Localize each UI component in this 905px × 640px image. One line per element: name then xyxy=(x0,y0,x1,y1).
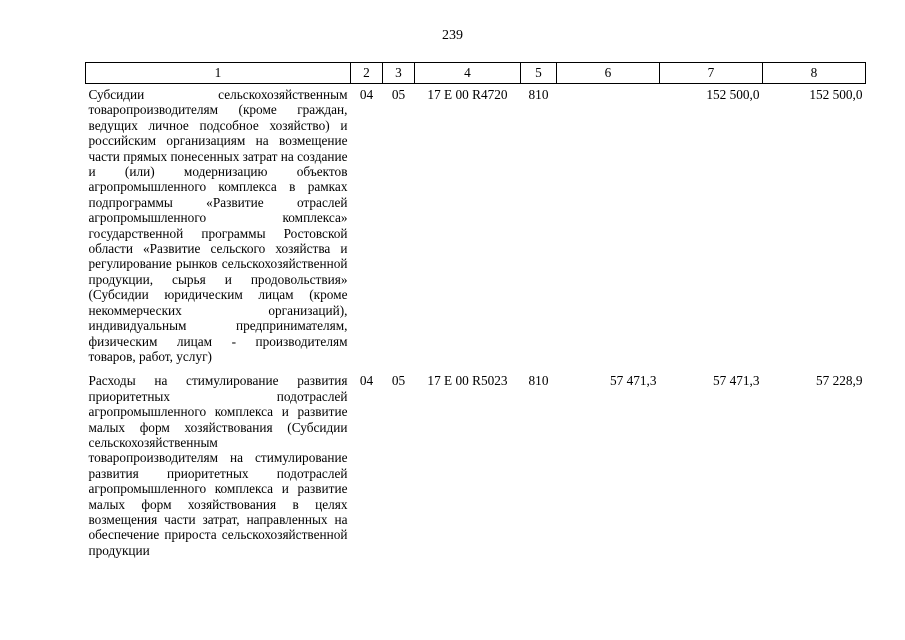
row-amount-col8: 152 500,0 xyxy=(809,87,863,102)
header-col-3: 3 xyxy=(383,63,415,84)
page-number: 239 xyxy=(442,28,463,43)
header-col-4: 4 xyxy=(415,63,521,84)
row-description: Расходы на стимулирование развития приоритетных подотраслей агропромышленного комплекса и развитие малых форм хозяйствования (Субсидии сельскохозяйственным товаропроизводителям на стимулирование развития приоритетных подотраслей агропромышленного комплекса и развитие малых форм хозяйствования в целях возмещения части затрат, направленных на обеспечение прироста сельскохозяйственной продукции xyxy=(88,373,348,558)
row-target-article: 17 Е 00 R5023 xyxy=(427,373,508,389)
row-amount-col7: 57 471,3 xyxy=(712,373,760,389)
header-col-5: 5 xyxy=(521,63,557,84)
row-description: Субсидии сельскохозяйственным товаропроизводителям (кроме граждан, ведущих личное подсобное хозяйство) и российским организациям на возмещение части прямых понесенных затрат на создание и (или) модернизацию объектов агропромышленного комплекса в рамках подпрограммы «Развитие отраслей агропромышленного комплекса» государственной программы Ростовской области «Развитие сельского хозяйства и регулирование рынков сельскохозяйственной продукции, сырья и продовольствия» (Субсидии юридическим лицам (кроме некоммерческих организаций), индивидуальным предпринимателям, физическим лицам - производителям товаров, работ, услуг) xyxy=(88,87,348,364)
header-col-1: 1 xyxy=(86,63,351,84)
header-col-8: 8 xyxy=(763,63,866,84)
row-subsection-code: 05 xyxy=(391,373,406,389)
header-col-2: 2 xyxy=(351,63,383,84)
header-row xyxy=(86,63,866,84)
table-row xyxy=(86,84,866,371)
budget-table xyxy=(85,62,866,564)
row-amount-col6: 57 471,3 xyxy=(609,373,657,389)
row-subsection-code: 05 xyxy=(391,87,406,102)
row-target-article: 17 Е 00 R4720 xyxy=(427,87,508,102)
row-expense-type: 810 xyxy=(528,373,549,389)
header-col-7: 7 xyxy=(660,63,763,84)
row-section-code: 04 xyxy=(359,373,374,389)
row-expense-type: 810 xyxy=(528,87,549,102)
table-row xyxy=(86,370,866,564)
row-amount-col7: 152 500,0 xyxy=(706,87,760,102)
row-section-code: 04 xyxy=(359,87,374,102)
header-col-6: 6 xyxy=(557,63,660,84)
row-amount-col8: 57 228,9 xyxy=(815,373,863,389)
row-amount-col6 xyxy=(557,84,660,371)
